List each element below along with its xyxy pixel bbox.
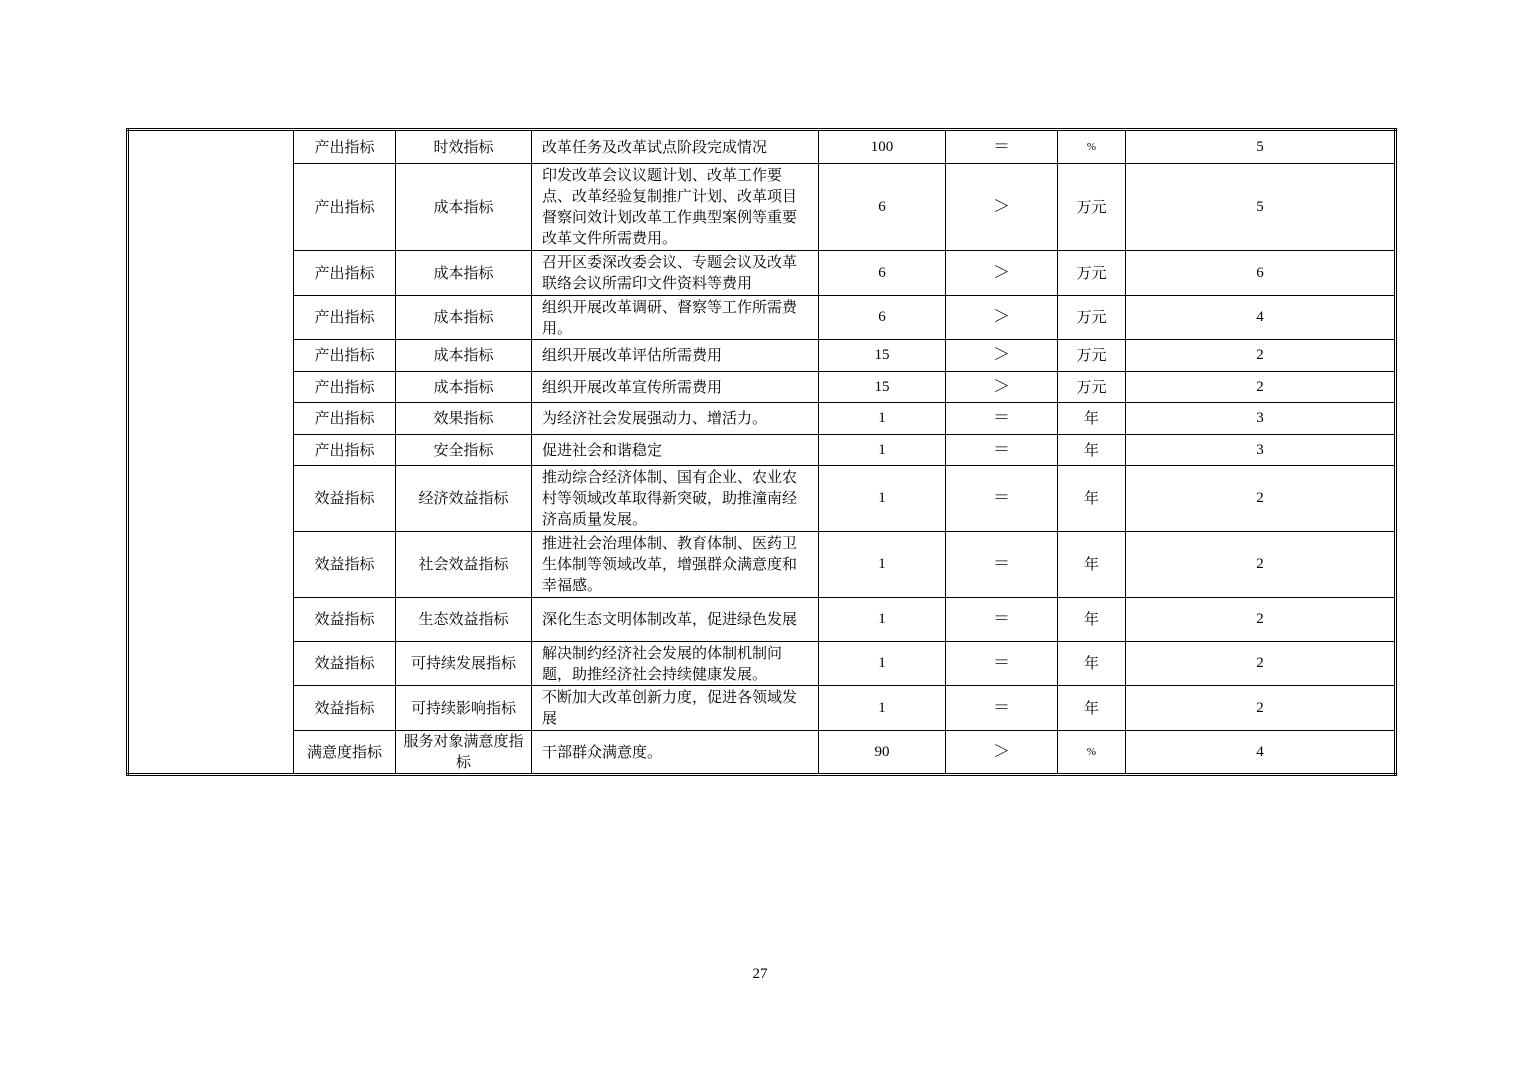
unit-cell: 万元 xyxy=(1058,251,1126,296)
level1-cell: 效益指标 xyxy=(294,466,396,532)
operator-cell: ＝ xyxy=(946,598,1058,642)
table-row xyxy=(128,130,1396,164)
table-row xyxy=(128,642,1396,686)
weight-cell: 5 xyxy=(1126,130,1396,164)
description-cell: 召开区委深改委会议、专题会议及改革联络会议所需印文件资料等费用 xyxy=(532,251,819,296)
target-value-cell: 100 xyxy=(819,130,946,164)
table-row xyxy=(128,598,1396,642)
unit-cell: 年 xyxy=(1058,532,1126,598)
unit-cell: 万元 xyxy=(1058,164,1126,251)
operator-cell: ＝ xyxy=(946,466,1058,532)
target-value-cell: 90 xyxy=(819,731,946,775)
table-row xyxy=(128,372,1396,403)
target-value-cell: 6 xyxy=(819,296,946,340)
level1-cell: 产出指标 xyxy=(294,296,396,340)
table-row xyxy=(128,340,1396,372)
level1-cell: 效益指标 xyxy=(294,598,396,642)
table-row xyxy=(128,731,1396,775)
level2-cell: 服务对象满意度指标 xyxy=(396,731,532,775)
unit-cell: % xyxy=(1058,731,1126,775)
weight-cell: 5 xyxy=(1126,164,1396,251)
level2-cell: 可持续发展指标 xyxy=(396,642,532,686)
level1-cell: 产出指标 xyxy=(294,340,396,372)
unit-cell: % xyxy=(1058,130,1126,164)
target-value-cell: 15 xyxy=(819,340,946,372)
unit-cell: 年 xyxy=(1058,686,1126,731)
description-cell: 解决制约经济社会发展的体制机制问题，助推经济社会持续健康发展。 xyxy=(532,642,819,686)
level2-cell: 经济效益指标 xyxy=(396,466,532,532)
table-body xyxy=(128,130,1396,775)
level2-cell: 生态效益指标 xyxy=(396,598,532,642)
weight-cell: 2 xyxy=(1126,340,1396,372)
level1-cell: 效益指标 xyxy=(294,532,396,598)
unit-cell: 万元 xyxy=(1058,296,1126,340)
description-cell: 干部群众满意度。 xyxy=(532,731,819,775)
operator-cell: ＝ xyxy=(946,130,1058,164)
table-row xyxy=(128,466,1396,532)
operator-cell: ＞ xyxy=(946,296,1058,340)
level2-cell: 可持续影响指标 xyxy=(396,686,532,731)
target-value-cell: 1 xyxy=(819,642,946,686)
level1-cell: 效益指标 xyxy=(294,686,396,731)
performance-indicator-table xyxy=(126,128,1397,776)
table-row xyxy=(128,164,1396,251)
level1-cell: 满意度指标 xyxy=(294,731,396,775)
table-row xyxy=(128,296,1396,340)
level1-cell: 产出指标 xyxy=(294,435,396,466)
weight-cell: 2 xyxy=(1126,532,1396,598)
target-value-cell: 1 xyxy=(819,403,946,435)
description-cell: 为经济社会发展强动力、增活力。 xyxy=(532,403,819,435)
unit-cell: 年 xyxy=(1058,403,1126,435)
operator-cell: ＝ xyxy=(946,686,1058,731)
weight-cell: 2 xyxy=(1126,466,1396,532)
description-cell: 推动综合经济体制、国有企业、农业农村等领域改革取得新突破，助推潼南经济高质量发展。 xyxy=(532,466,819,532)
level2-cell: 安全指标 xyxy=(396,435,532,466)
table-row xyxy=(128,403,1396,435)
table-row xyxy=(128,532,1396,598)
weight-cell: 2 xyxy=(1126,598,1396,642)
description-cell: 推进社会治理体制、教育体制、医药卫生体制等领域改革，增强群众满意度和幸福感。 xyxy=(532,532,819,598)
description-cell: 改革任务及改革试点阶段完成情况 xyxy=(532,130,819,164)
unit-cell: 年 xyxy=(1058,435,1126,466)
unit-cell: 年 xyxy=(1058,466,1126,532)
operator-cell: ＞ xyxy=(946,340,1058,372)
level2-cell: 社会效益指标 xyxy=(396,532,532,598)
description-cell: 深化生态文明体制改革，促进绿色发展 xyxy=(532,598,819,642)
description-cell: 组织开展改革调研、督察等工作所需费用。 xyxy=(532,296,819,340)
target-value-cell: 1 xyxy=(819,532,946,598)
operator-cell: ＞ xyxy=(946,372,1058,403)
level2-cell: 成本指标 xyxy=(396,372,532,403)
level2-cell: 效果指标 xyxy=(396,403,532,435)
target-value-cell: 1 xyxy=(819,686,946,731)
target-value-cell: 1 xyxy=(819,435,946,466)
unit-cell: 年 xyxy=(1058,642,1126,686)
level2-cell: 成本指标 xyxy=(396,340,532,372)
unit-cell: 万元 xyxy=(1058,372,1126,403)
description-cell: 不断加大改革创新力度，促进各领域发展 xyxy=(532,686,819,731)
unit-cell: 年 xyxy=(1058,598,1126,642)
operator-cell: ＝ xyxy=(946,403,1058,435)
table-row xyxy=(128,251,1396,296)
weight-cell: 4 xyxy=(1126,296,1396,340)
target-value-cell: 1 xyxy=(819,466,946,532)
description-cell: 印发改革会议议题计划、改革工作要点、改革经验复制推广计划、改革项目督察问效计划改革工作典型案例等重要改革文件所需费用。 xyxy=(532,164,819,251)
weight-cell: 3 xyxy=(1126,435,1396,466)
weight-cell: 2 xyxy=(1126,686,1396,731)
table-row xyxy=(128,686,1396,731)
operator-cell: ＝ xyxy=(946,435,1058,466)
description-cell: 促进社会和谐稳定 xyxy=(532,435,819,466)
weight-cell: 2 xyxy=(1126,642,1396,686)
table-row xyxy=(128,435,1396,466)
operator-cell: ＞ xyxy=(946,731,1058,775)
level2-cell: 成本指标 xyxy=(396,251,532,296)
weight-cell: 4 xyxy=(1126,731,1396,775)
level1-cell: 产出指标 xyxy=(294,372,396,403)
operator-cell: ＞ xyxy=(946,251,1058,296)
operator-cell: ＞ xyxy=(946,164,1058,251)
weight-cell: 6 xyxy=(1126,251,1396,296)
unit-cell: 万元 xyxy=(1058,340,1126,372)
target-value-cell: 6 xyxy=(819,164,946,251)
level1-cell: 产出指标 xyxy=(294,130,396,164)
level2-cell: 成本指标 xyxy=(396,164,532,251)
target-value-cell: 6 xyxy=(819,251,946,296)
operator-cell: ＝ xyxy=(946,642,1058,686)
level1-cell: 产出指标 xyxy=(294,251,396,296)
level1-cell: 产出指标 xyxy=(294,403,396,435)
page-number: 27 xyxy=(752,966,768,982)
level2-cell: 时效指标 xyxy=(396,130,532,164)
level1-cell: 产出指标 xyxy=(294,164,396,251)
description-cell: 组织开展改革评估所需费用 xyxy=(532,340,819,372)
target-value-cell: 15 xyxy=(819,372,946,403)
description-cell: 组织开展改革宣传所需费用 xyxy=(532,372,819,403)
level2-cell: 成本指标 xyxy=(396,296,532,340)
weight-cell: 3 xyxy=(1126,403,1396,435)
weight-cell: 2 xyxy=(1126,372,1396,403)
target-value-cell: 1 xyxy=(819,598,946,642)
level1-cell: 效益指标 xyxy=(294,642,396,686)
operator-cell: ＝ xyxy=(946,532,1058,598)
merged-blank-cell xyxy=(128,130,294,775)
